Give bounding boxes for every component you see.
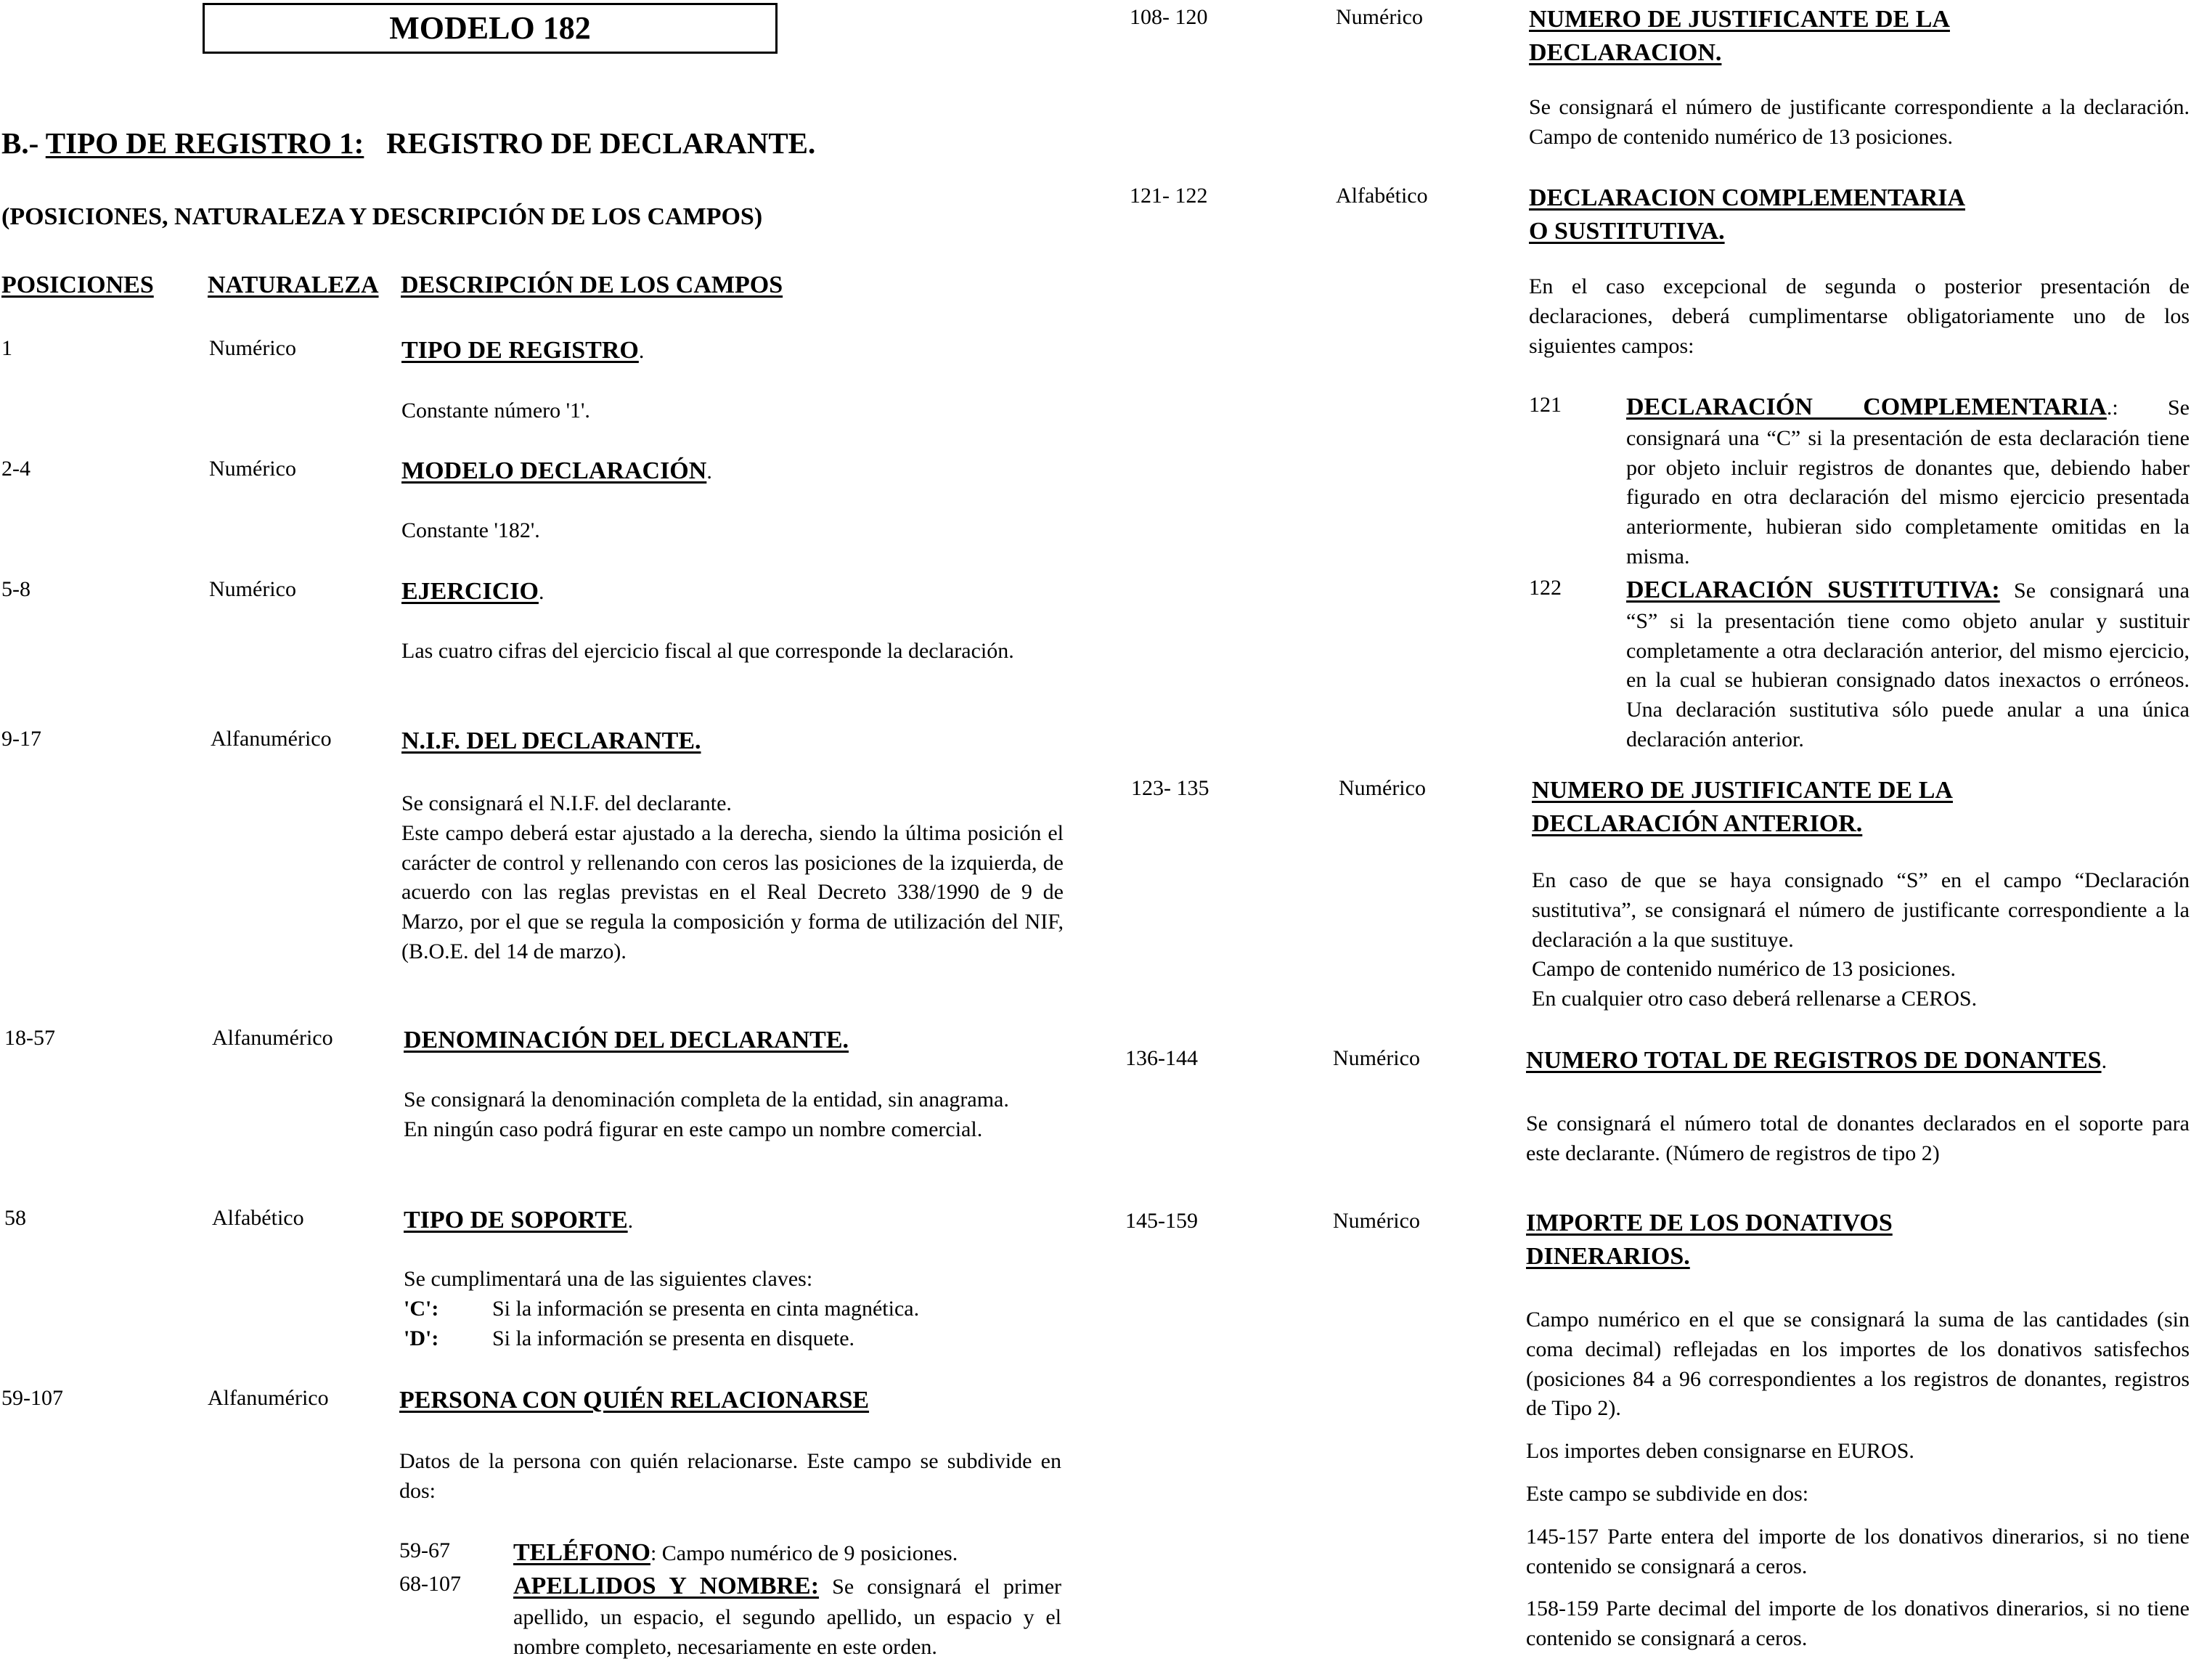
field-nature: Numérico [1333,1046,1420,1070]
field-description: Datos de la persona con quién relacionarse. Este campo se subdivide en dos: [399,1449,1061,1503]
field-name: IMPORTE DE LOS DONATIVOS DINERARIOS. [1526,1210,1893,1270]
subfield-list: 121 DECLARACIÓN COMPLEMENTARIA.: Se consignará una “C” si la presentación de esta declaración tiene por objeto incluir registros de donantes que, debiendo haber figurado en otra declaración del mismo ejercicio presentada anteriormente, hubieran sido completamente omitidas en la misma. 122 DECLARACIÓN SUSTITUTIVA: Se consignará una “S” si la presentación tiene como objeto anular y sustituir completamente a otra declaración anterior, del mismo ejercicio, en la cual se hubieran consignado datos inexactos o erróneos. Una declaración sustitutiva sólo puede anular a una única declaración anterior. [1529,393,2190,751]
field-nature: Numérico [1336,5,1423,29]
section-subtitle: (POSICIONES, NATURALEZA Y DESCRIPCIÓN DE LOS CAMPOS) [1,203,763,230]
field-nature: Numérico [209,336,296,360]
field-description: En el caso excepcional de segunda o posterior presentación de declaraciones, deberá cumplimentarse obligatoriamente uno de los siguientes campos: [1529,274,2190,358]
field-description: Constante número '1'. [401,399,590,423]
field-description: Se consignará el número de justificante correspondiente a la declaración. Campo de contenido numérico de 13 posiciones. [1529,95,2190,149]
field-description: Constante '182'. [401,518,540,542]
field-nature: Numérico [209,577,296,601]
field-position: 136-144 [1125,1046,1198,1070]
field-position: 18-57 [4,1026,55,1050]
document-title: MODELO 182 [203,3,778,54]
field-name: DECLARACION COMPLEMENTARIA O SUSTITUTIVA. [1529,184,1965,245]
field-name: MODELO DECLARACIÓN. [401,457,712,484]
field-name: EJERCICIO. [401,578,544,605]
field-nature: Alfanumérico [211,727,332,751]
field-nature: Alfanumérico [208,1386,329,1410]
field-description: Las cuatro cifras del ejercicio fiscal al que corresponde la declaración. [401,639,1014,663]
field-name: N.I.F. DEL DECLARANTE. [401,727,701,754]
section-name: REGISTRO DE DECLARANTE. [386,126,816,160]
field-position: 1 [1,336,12,360]
field-nature: Alfanumérico [212,1026,333,1050]
field-nature: Numérico [1339,776,1426,800]
header-naturaleza: NATURALEZA [208,272,379,298]
field-name: TIPO DE REGISTRO. [401,337,645,364]
section-tipo: TIPO DE REGISTRO 1: [45,126,364,160]
field-name: PERSONA CON QUIÉN RELACIONARSE [399,1387,870,1414]
field-position: 121- 122 [1130,184,1208,208]
field-position: 123- 135 [1131,776,1209,800]
field-description: Se cumplimentará una de las siguientes claves: 'C': Si la información se presenta en cinta magnética. 'D': Si la información se presenta en disquete. [404,1267,920,1350]
field-description: Campo numérico en el que se consignará la suma de las cantidades (sin coma decimal) reflejadas en los importes de los donativos satisfechos (posiciones 84 a 96 correspondientes a los registros de donantes, registros de Tipo 2). Los importes deben consignarse en EUROS. Este campo se subdivide en dos: 145-157 Parte entera del importe de los donativos dinerarios, si no tiene contenido se consignará a ceros. 158-159 Parte decimal del importe de los donativos dinerarios, si no tiene contenido se consignará a ceros. [1526,1308,2190,1651]
field-description: Se consignará el número total de donantes declarados en el soporte para este declarante. (Número de registros de tipo 2) [1526,1112,2190,1165]
field-position: 5-8 [1,577,30,601]
header-descripcion: DESCRIPCIÓN DE LOS CAMPOS [401,272,783,298]
field-name: DENOMINACIÓN DEL DECLARANTE. [404,1027,849,1053]
header-posiciones: POSICIONES [1,272,154,298]
field-nature: Numérico [209,457,296,481]
section-heading [1,123,815,164]
field-position: 58 [4,1206,26,1230]
section-prefix: B.- [1,126,46,160]
field-name: NUMERO DE JUSTIFICANTE DE LA DECLARACIÓN ANTERIOR. [1532,777,1953,837]
field-position: 145-159 [1125,1209,1198,1233]
field-nature: Numérico [1333,1209,1420,1233]
field-position: 2-4 [1,457,30,481]
field-name: NUMERO TOTAL DE REGISTROS DE DONANTES. [1526,1047,2108,1074]
field-description: Se consignará el N.I.F. del declarante. Este campo deberá estar ajustado a la derecha, siendo la última posición el carácter de control y rellenando con ceros las posiciones de la izquierda, de acuerdo con las reglas previstas en el Real Decreto 338/1990 de 9 de Marzo, por el que se regula la composición y forma de utilización del NIF, (B.O.E. del 14 de marzo). [401,791,1064,963]
field-position: 9-17 [1,727,41,751]
field-name: TIPO DE SOPORTE. [404,1207,634,1234]
field-nature: Alfabético [1336,184,1428,208]
field-description: Se consignará la denominación completa de la entidad, sin anagrama. En ningún caso podrá figurar en este campo un nombre comercial. [404,1088,1009,1141]
field-description: En caso de que se haya consignado “S” en el campo “Declaración sustitutiva”, se consignará el número de justificante correspondiente a la declaración a la que sustituye. Campo de contenido numérico de 13 posiciones. En cualquier otro caso deberá rellenarse a CEROS. [1532,868,2190,1011]
field-position: 59-107 [1,1386,63,1410]
field-position: 108- 120 [1130,5,1208,29]
subfield-list: 59-67 TELÉFONO: Campo numérico de 9 posiciones. 68-107 APELLIDOS Y NOMBRE: Se consignará el primer apellido, un espacio, el segundo apellido, un espacio y el nombre completo, necesariamente en este orden. [399,1538,1061,1659]
field-name: NUMERO DE JUSTIFICANTE DE LA DECLARACION. [1529,6,1950,66]
field-nature: Alfabético [212,1206,304,1230]
